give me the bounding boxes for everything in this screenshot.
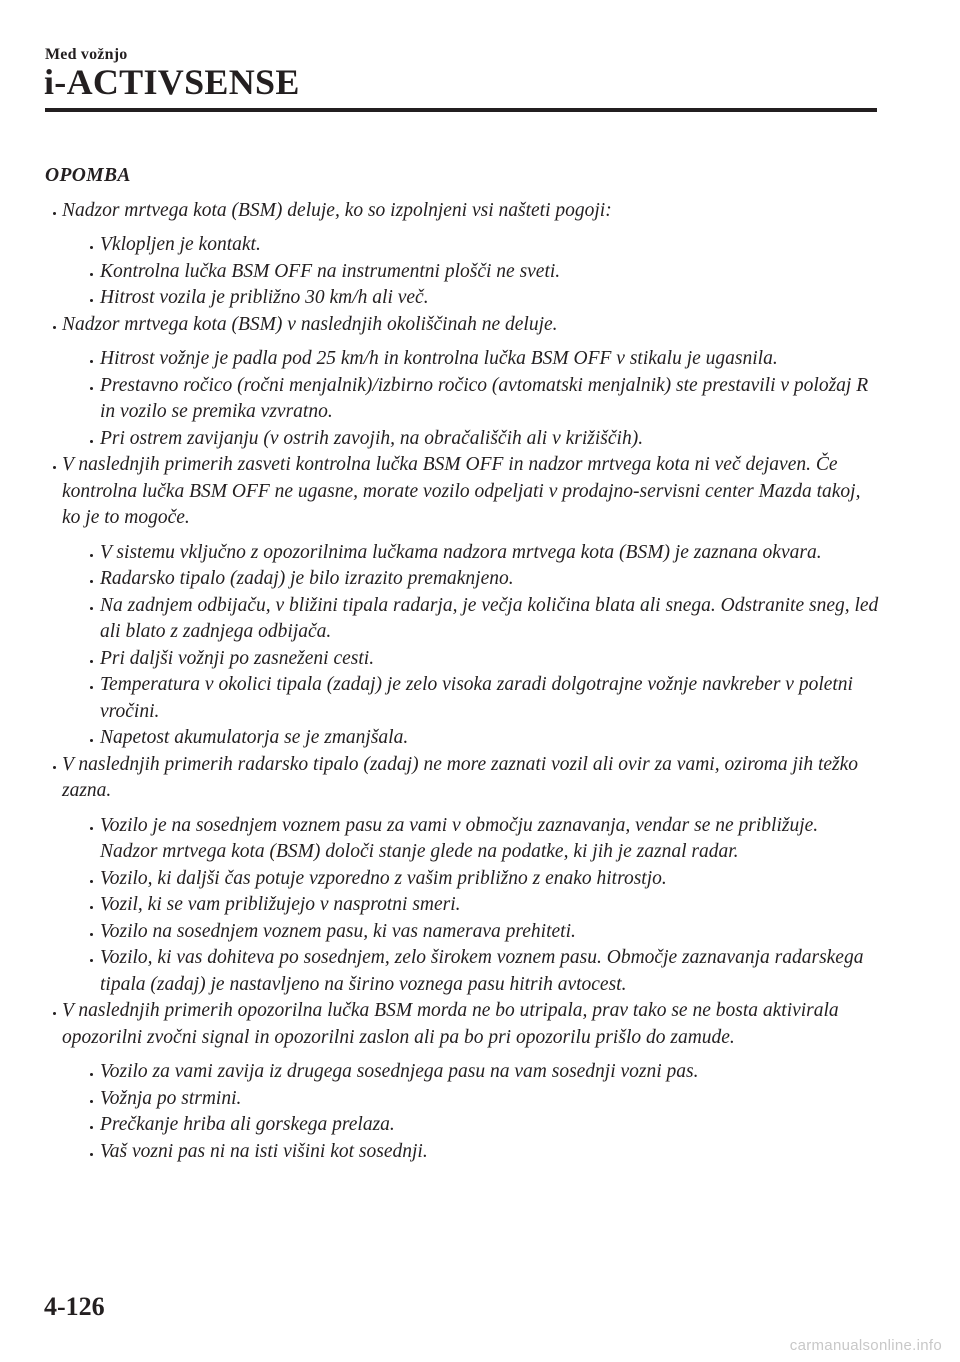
note-subitem: Vožnja po strmini.	[62, 1086, 880, 1113]
note-item-text: V naslednjih primerih radarsko tipalo (zadaj) ne more zaznati vozil ali ovir za vami, oziroma jih težko zazna.	[62, 753, 859, 801]
note-item	[45, 752, 880, 999]
note-item	[45, 198, 880, 312]
note-heading: OPOMBA	[45, 165, 131, 186]
note-subitem: Radarsko tipalo (zadaj) je bilo izrazito premaknjeno.	[62, 566, 880, 593]
note-subitem: Vozil, ki se vam približujejo v nasprotni smeri.	[62, 892, 880, 919]
note-subitem: V sistemu vključno z opozorilnima lučkama nadzora mrtvega kota (BSM) je zaznana okvara.	[62, 540, 880, 567]
note-sublist	[62, 346, 880, 452]
note-subitem: Vklopljen je kontakt.	[62, 232, 880, 259]
note-subitem: Vaš vozni pas ni na isti višini kot sosednji.	[62, 1139, 880, 1166]
note-item-text: Nadzor mrtvega kota (BSM) deluje, ko so izpolnjeni vsi našteti pogoji:	[62, 199, 612, 221]
note-subitem: Hitrost vožnje je padla pod 25 km/h in kontrolna lučka BSM OFF v stikalu je ugasnila.	[62, 346, 880, 373]
note-subitem: Vozilo za vami zavija iz drugega sosednjega pasu na vam sosednji vozni pas.	[62, 1059, 880, 1086]
note-sublist	[62, 813, 880, 999]
section-label: Med vožnjo	[45, 46, 128, 63]
page-number: 4-126	[44, 1292, 105, 1321]
note-sublist	[62, 1059, 880, 1165]
note-subitem: Pri daljši vožnji po zasneženi cesti.	[62, 646, 880, 673]
note-item-text: V naslednjih primerih opozorilna lučka BSM morda ne bo utripala, prav tako se ne bosta aktivirala opozorilni zvočni signal in opozorilni zaslon ali pa bo pri opozorilu prišlo do zamude.	[62, 1000, 839, 1048]
note-content	[45, 163, 880, 1165]
note-subitem: Pri ostrem zavijanju (v ostrih zavojih, na obračališčih ali v križiščih).	[62, 426, 880, 453]
note-sublist	[62, 232, 880, 312]
note-subitem: Prečkanje hriba ali gorskega prelaza.	[62, 1112, 880, 1139]
note-item	[45, 452, 880, 752]
note-item	[45, 312, 880, 453]
note-subitem: Kontrolna lučka BSM OFF na instrumentni plošči ne sveti.	[62, 259, 880, 286]
note-subitem: Vozilo, ki daljši čas potuje vzporedno z vašim približno z enako hitrostjo.	[62, 866, 880, 893]
note-subitem: Vozilo, ki vas dohiteva po sosednjem, zelo širokem voznem pasu. Območje zaznavanja radarskega tipala (zadaj) je nastavljeno na širino voznega pasu hitrih avtocest.	[62, 945, 880, 998]
note-subitem: Vozilo je na sosednjem voznem pasu za vami v območju zaznavanja, vendar se ne približuje. Nadzor mrtvega kota (BSM) določi stanje glede na podatke, ki jih je zaznal radar.	[62, 813, 880, 866]
note-list	[45, 198, 880, 1166]
note-subitem: Prestavno ročico (ročni menjalnik)/izbirno ročico (avtomatski menjalnik) ste prestavili v položaj R in vozilo se premika vzvratno.	[62, 373, 880, 426]
note-item	[45, 998, 880, 1165]
note-item-text: V naslednjih primerih zasveti kontrolna lučka BSM OFF in nadzor mrtvega kota ni več dejaven. Če kontrolna lučka BSM OFF ne ugasne, morate vozilo odpeljati v prodajno-servisni center Mazda takoj, ko je to mogoče.	[62, 454, 861, 528]
watermark: carmanualsonline.info	[789, 1337, 942, 1354]
note-subitem: Vozilo na sosednjem voznem pasu, ki vas namerava prehiteti.	[62, 919, 880, 946]
note-subitem: Temperatura v okolici tipala (zadaj) je zelo visoka zaradi dolgotrajne vožnje navkreber v poletni vročini.	[62, 672, 880, 725]
note-subitem: Napetost akumulatorja se je zmanjšala.	[62, 725, 880, 752]
note-subitem: Hitrost vozila je približno 30 km/h ali več.	[62, 285, 880, 312]
header-rule	[45, 108, 877, 112]
note-item-text: Nadzor mrtvega kota (BSM) v naslednjih okoliščinah ne deluje.	[62, 313, 558, 335]
note-sublist	[62, 540, 880, 752]
note-subitem: Na zadnjem odbijaču, v bližini tipala radarja, je večja količina blata ali snega. Odstranite sneg, led ali blato z zadnjega odbijača.	[62, 593, 880, 646]
chapter-title: i-ACTIVSENSE	[44, 62, 300, 102]
